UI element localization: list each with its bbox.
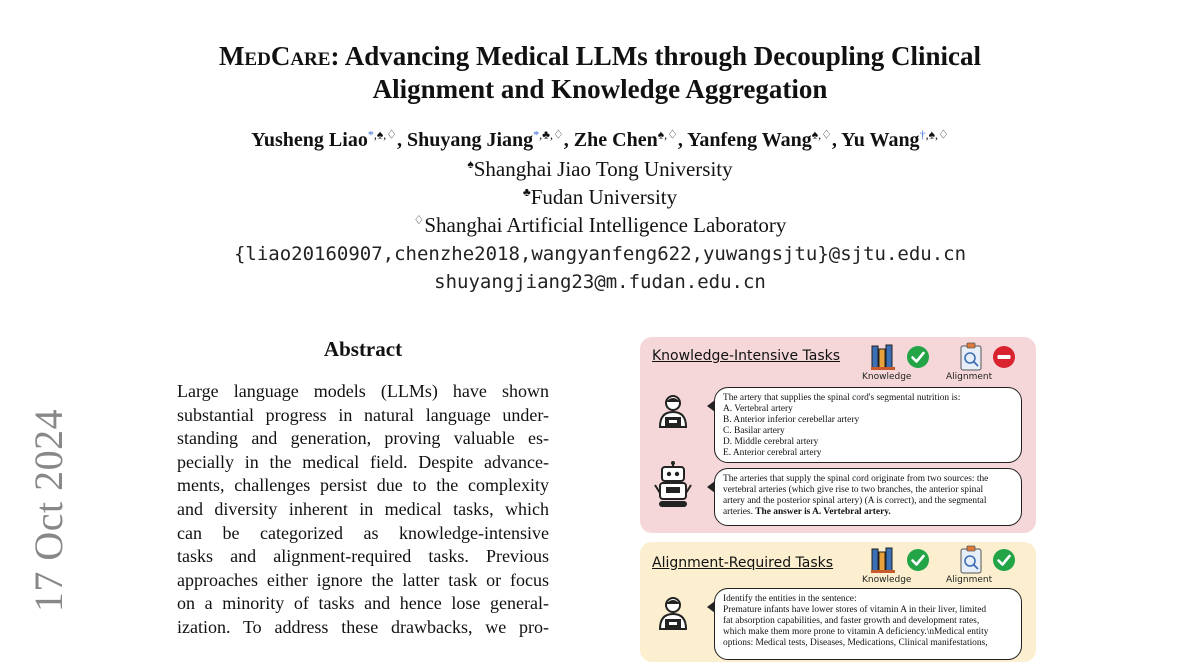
doctor-avatar-icon <box>656 595 690 631</box>
knowledge-label: Knowledge <box>862 575 912 585</box>
question-bubble: Identify the entities in the sentence: Premature infants have lower stores of vitamin A in their liver, limited fat absorption capabilities, and faster growth and development rates, which make them more prone to vitamin A deficiency.\nMedical entity options: Medical tests, Diseases, Medications, Clinical manifestations, <box>714 588 1022 660</box>
robot-avatar-icon <box>654 461 692 509</box>
stop-circle-icon <box>992 345 1016 369</box>
abstract-heading: Abstract <box>323 337 403 361</box>
abstract-line: and diversity inherent in medical tasks, which <box>177 498 549 519</box>
paper-title <box>150 40 1050 106</box>
email-line-2: shuyangjiang23@m.fudan.edu.cn <box>434 271 766 293</box>
clipboard-icon <box>958 342 984 372</box>
abstract-line: can be categorized as knowledge-intensive <box>177 522 549 543</box>
abstract-body <box>177 380 549 640</box>
title-line1: : Advancing Medical LLMs through Decoupling Clinical <box>330 41 982 71</box>
doctor-avatar-icon <box>656 393 690 429</box>
abstract-line: substantial progress in natural language under- <box>177 404 549 425</box>
check-circle-icon <box>906 548 930 572</box>
books-icon <box>870 546 898 574</box>
answer-highlight: The answer is A. Vertebral artery. <box>755 507 891 517</box>
author: Yu Wang†,♠,♢ <box>841 127 949 151</box>
arxiv-date: 17 Oct 2024 <box>26 408 72 612</box>
panel-title: Alignment-Required Tasks <box>652 555 834 571</box>
abstract-line: tasks and alignment-required tasks. Previous <box>177 546 549 567</box>
figure-panel-alignment-required <box>640 542 1036 662</box>
affiliation-fudan: ♣Fudan University <box>522 185 678 209</box>
knowledge-label: Knowledge <box>862 372 912 382</box>
abstract-line: standing and generation, proving valuable es- <box>177 428 549 449</box>
question-bubble: The artery that supplies the spinal cord's segmental nutrition is: A. Vertebral artery B. Anterior inferior cerebellar artery C. Basilar artery D. Middle cerebral artery E. Anterior cerebral artery <box>714 387 1022 463</box>
alignment-label: Alignment <box>946 575 993 585</box>
clipboard-icon <box>958 545 984 575</box>
title-line2: Alignment and Knowledge Aggregation <box>372 74 828 104</box>
abstract-line: on a minority of tasks and hence lose general- <box>177 593 549 614</box>
abstract-line: pecially in the medical field. Despite advance- <box>177 451 549 472</box>
author: Yanfeng Wang♠,♢, <box>687 127 842 151</box>
abstract-line: ization. To address these drawbacks, we pro- <box>177 616 549 637</box>
books-icon <box>870 343 898 371</box>
abstract-line: ments, challenges persist due to the complexity <box>177 475 549 496</box>
check-circle-icon <box>992 548 1016 572</box>
panel-title: Knowledge-Intensive Tasks <box>652 348 841 364</box>
check-circle-icon <box>906 345 930 369</box>
author: Shuyang Jiang*,♣,♢, <box>406 127 574 151</box>
affiliation-sjtu: ♠Shanghai Jiao Tong University <box>467 157 733 181</box>
title-model-name: MedCare <box>218 41 331 71</box>
author-list <box>100 127 1100 152</box>
abstract-line: Large language models (LLMs) have shown <box>177 381 549 401</box>
author: Yusheng Liao*,♠,♢, <box>251 127 407 151</box>
arxiv-date-stamp <box>24 380 74 640</box>
alignment-label: Alignment <box>946 372 993 382</box>
figure-panel-knowledge-intensive <box>640 337 1036 533</box>
author: Zhe Chen♠,♢, <box>573 127 688 151</box>
abstract-line: approaches either ignore the latter task or focus <box>177 569 549 590</box>
email-line-1: {liao20160907,chenzhe2018,wangyanfeng622,yuwangsjtu}@sjtu.edu.cn <box>233 243 967 265</box>
affiliation-shlab: ♢Shanghai Artificial Intelligence Laboratory <box>413 213 787 237</box>
answer-bubble: The arteries that supply the spinal cord originate from two sources: the vertebral arteries (which give rise to two branches, the anterior spinal artery and the posterior spinal artery) (A is correct), and the segmental arteries. The answer is A. Vertebral artery. <box>714 468 1022 526</box>
